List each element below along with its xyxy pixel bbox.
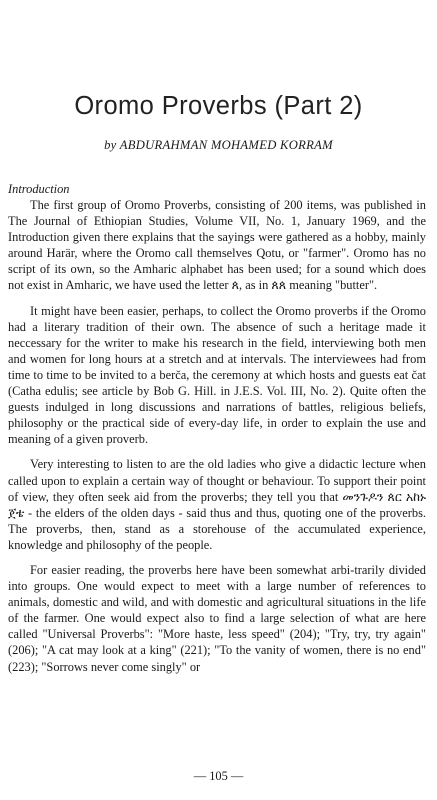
- author-byline: by ABDURAHMAN MOHAMED KORRAM: [104, 138, 333, 152]
- page-number: — 105 —: [193, 769, 244, 783]
- article-body: [8, 197, 426, 684]
- article-title: Oromo Proverbs (Part 2): [74, 92, 363, 120]
- paragraph-4: For easier reading, the proverbs here have been somewhat arbi-trarily divided into groups. One would expect to meet with a large number of references to animals, domestic and wild, and with domestic and agricultural situations in the life of the farmer. One would expect also to find a large selection of what are here called "Universal Proverbs": "More haste, less speed" (204); "Try, try, try again" (206); "A cat may look at a king" (221); "To the vanity of women, there is no end" (223); "Sorrows never come singly" or: [8, 562, 426, 674]
- paragraph-1: The first group of Oromo Proverbs, consisting of 200 items, was published in The Journal of Ethiopian Studies, Volume VII, No. 1, January 1969, and the Introduction given there explains that the sayings were gathered as a hobby, mainly around Harär, where the Oromo call themselves Qotu, or "farmer". Oromo has no script of its own, so the Amharic alphabet has been used; for a sound which does not exist in Amharic, we have used the letter ጰ, as in ጰጰ meaning "butter".: [8, 198, 426, 293]
- paragraph-3: Very interesting to listen to are the old ladies who give a didactic lecture when called upon to explain a certain way of thought or behaviour. To support their point of view, they often seek aid from the proverbs; they tell you that መንጉዶን ጰር አከኑ ጀቴ - the elders of the olden days - said thus and thus, quoting one of the proverbs. The proverbs, then, stand as a storehouse of the accumulated experience, knowledge and philosophy of the people.: [8, 457, 426, 552]
- section-heading: Introduction: [8, 182, 70, 196]
- paragraph-2: It might have been easier, perhaps, to collect the Oromo proverbs if the Oromo had a literary tradition of their own. The absence of such a heritage made it neccessary for the writer to make his research in the field, interviewing both men and women for long hours at a stretch and at intervals. The interviewees had from time to time to be invited to a berča, the ceremony at which hosts and guests eat čat (Catha edulis; see article by Bob G. Hill. in J.E.S. Vol. III, No. 2). Quite often the guests indulged in long discussions and narrations of battles, religious beliefs, philosophy or the practical side of every-day life, in order to explain the use and meaning of a given proverb.: [8, 303, 426, 447]
